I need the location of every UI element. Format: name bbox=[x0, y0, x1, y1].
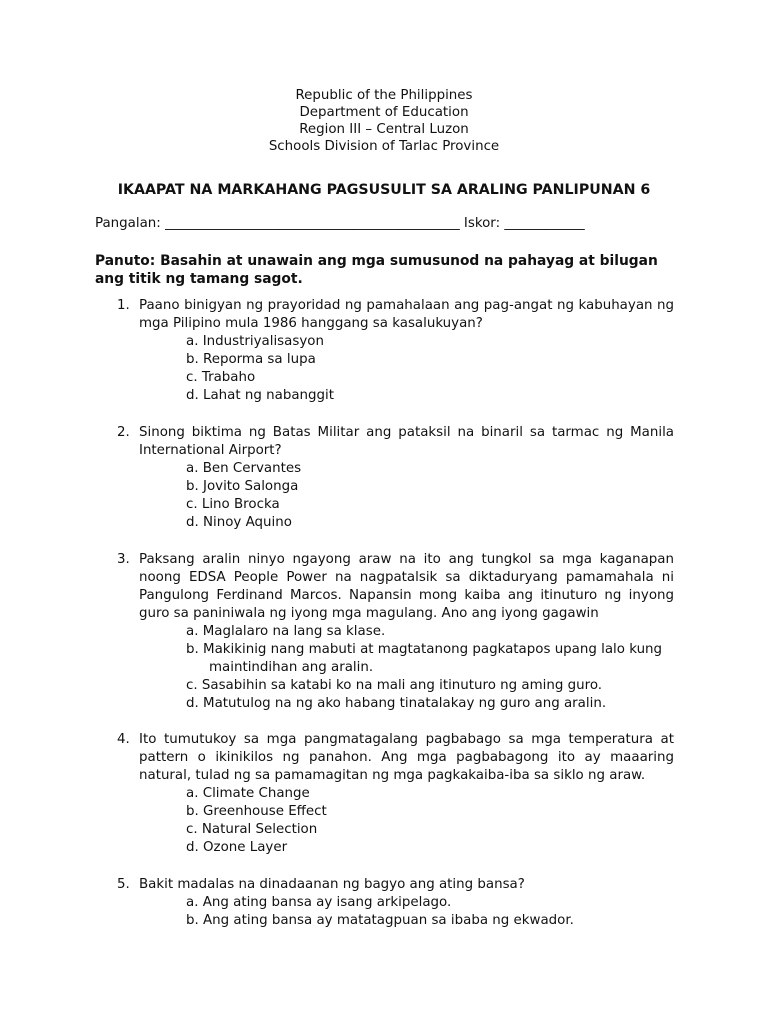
choice-b: b. Reporma sa lupa bbox=[186, 352, 316, 367]
choice-d: d. Ninoy Aquino bbox=[186, 515, 292, 530]
choice-a: a. Climate Change bbox=[186, 786, 310, 801]
question-5 bbox=[95, 876, 677, 930]
question-text: Paksang aralin ninyo ngayong araw na ito ang tungkol sa mga kaganapan noong EDSA People Power na nagpatalsik sa diktaduryang pamamahala ni Pangulong Ferdinand Marcos. Napansin mong kaiba ang itinuturo ng inyong guro sa paniniwala ng iyong mga magulang. Ano ang iyong gagawin bbox=[139, 552, 674, 621]
score-label: Iskor: bbox=[459, 216, 505, 231]
question-4 bbox=[95, 731, 677, 857]
choice-list bbox=[186, 894, 677, 930]
choice-a: a. Ang ating bansa ay isang arkipelago. bbox=[186, 895, 452, 910]
choice-list bbox=[186, 460, 677, 532]
question-text: Paano binigyan ng prayoridad ng pamahalaan ang pag-angat ng kabuhayan ng mga Pilipino mula 1986 hanggang sa kasalukuyan? bbox=[139, 298, 674, 331]
question-number: 5. bbox=[117, 877, 130, 892]
choice-c: c. Lino Brocka bbox=[186, 497, 280, 512]
instructions: Panuto: Basahin at unawain ang mga sumusunod na pahayag at bilugan ang titik ng tamang sagot. bbox=[95, 253, 658, 287]
question-number: 2. bbox=[117, 425, 130, 440]
name-blank: ____________________________________________ bbox=[165, 216, 460, 231]
choice-list bbox=[186, 785, 677, 857]
letterhead-line-region: Region III – Central Luzon bbox=[299, 122, 469, 137]
name-label: Pangalan: bbox=[95, 216, 166, 231]
letterhead-line-department: Department of Education bbox=[299, 105, 469, 120]
question-text: Ito tumutukoy sa mga pangmatagalang pagbabago sa mga temperatura at pattern o ikinikilos ng panahon. Ang mga pagbabagong ito ay maaaring natural, tulad ng sa pamamagitan ng mga pagkakaiba-iba sa siklo ng araw. bbox=[139, 732, 674, 783]
choice-d: d. Ozone Layer bbox=[186, 840, 288, 855]
choice-list bbox=[186, 333, 677, 405]
choice-list bbox=[186, 623, 677, 713]
question-2 bbox=[95, 424, 677, 532]
letterhead-line-division: Schools Division of Tarlac Province bbox=[268, 139, 500, 154]
choice-c: c. Trabaho bbox=[186, 370, 256, 385]
question-number: 3. bbox=[117, 552, 130, 567]
question-text: Bakit madalas na dinadaanan ng bagyo ang ating bansa? bbox=[139, 877, 525, 892]
letterhead-line-republic: Republic of the Philippines bbox=[295, 88, 473, 103]
choice-a: a. Ben Cervantes bbox=[186, 461, 302, 476]
choice-c: c. Natural Selection bbox=[186, 822, 318, 837]
question-text: Sinong biktima ng Batas Militar ang pataksil na binaril sa tarmac ng Manila International Airport? bbox=[139, 425, 674, 458]
choice-c: c. Sasabihin sa katabi ko na mali ang itinuturo ng aming guro. bbox=[186, 678, 603, 693]
choice-b-continuation: maintindihan ang aralin. bbox=[209, 660, 374, 675]
choice-b bbox=[186, 641, 674, 677]
choice-a: a. Industriyalisasyon bbox=[186, 334, 324, 349]
choice-b: b. Greenhouse Effect bbox=[186, 804, 327, 819]
choice-d: d. Matutulog na ng ako habang tinatalakay ng guro ang aralin. bbox=[186, 696, 607, 711]
letterhead bbox=[0, 87, 768, 155]
question-3 bbox=[95, 551, 677, 713]
choice-b: b. Jovito Salonga bbox=[186, 479, 299, 494]
question-number: 1. bbox=[117, 298, 130, 313]
choice-b: b. Ang ating bansa ay matatagpuan sa ibaba ng ekwador. bbox=[186, 913, 574, 928]
choice-d: d. Lahat ng nabanggit bbox=[186, 388, 334, 403]
score-blank: ____________ bbox=[504, 216, 585, 231]
choice-b-text: b. Makikinig nang mabuti at magtatanong pagkatapos upang lalo kung bbox=[186, 642, 663, 657]
choice-a: a. Maglalaro na lang sa klase. bbox=[186, 624, 386, 639]
exam-title: IKAAPAT NA MARKAHANG PAGSUSULIT SA ARALING PANLIPUNAN 6 bbox=[117, 182, 651, 198]
question-1 bbox=[95, 297, 677, 405]
question-number: 4. bbox=[117, 732, 130, 747]
student-fields bbox=[95, 215, 695, 233]
